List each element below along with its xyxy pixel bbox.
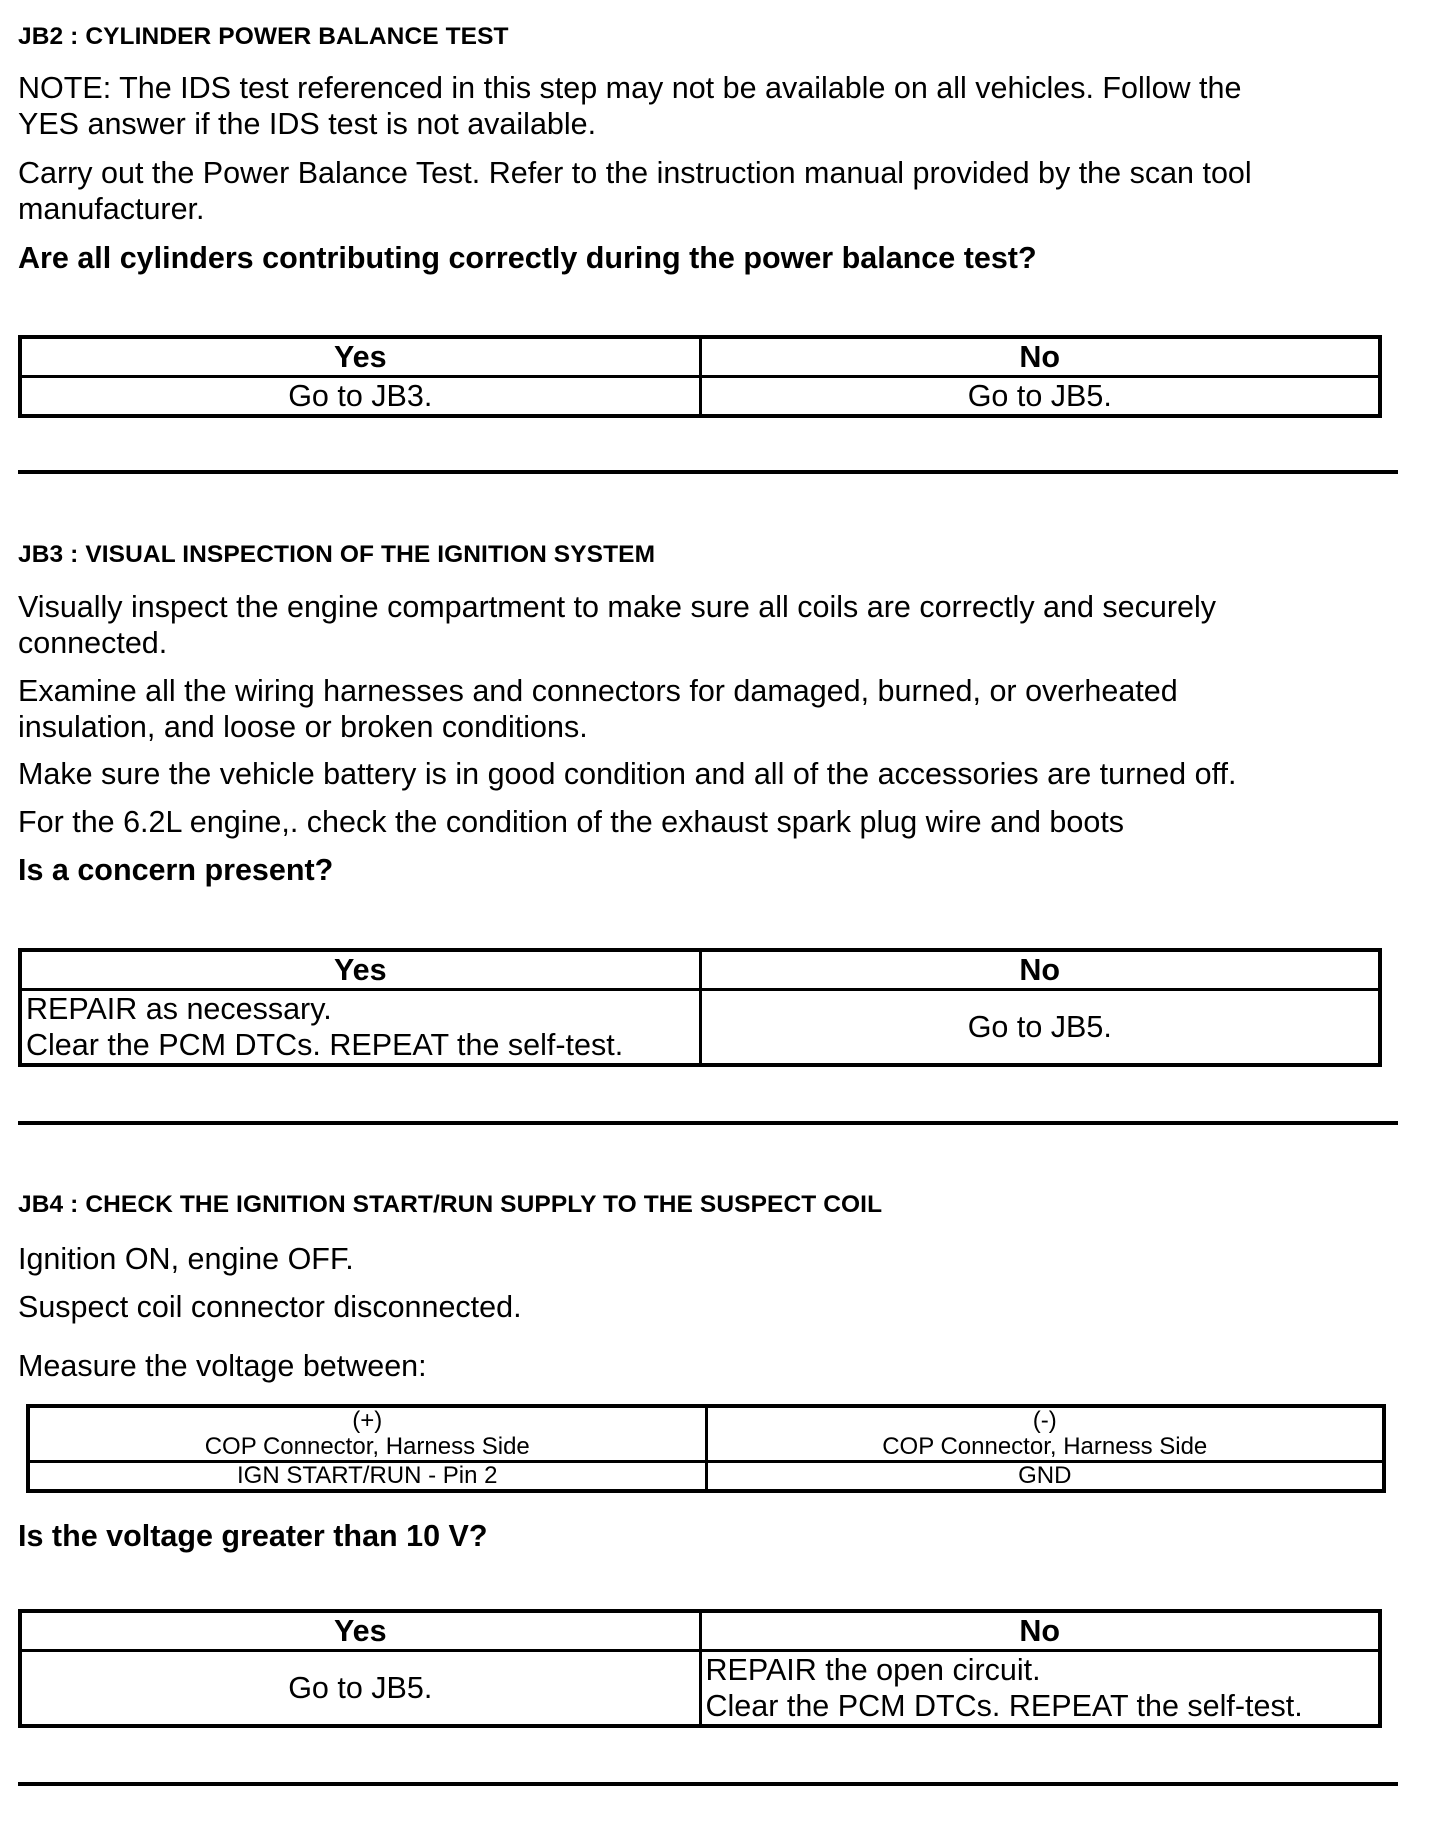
jb2-section <box>18 22 1398 52</box>
positive-value: IGN START/RUN - Pin 2 <box>28 1462 706 1492</box>
table-row <box>20 1651 1380 1727</box>
jb3-p2-line1: Examine all the wiring harnesses and connectors for damaged, burned, or overheated <box>18 674 1178 708</box>
yes-header: Yes <box>20 1611 700 1651</box>
yes-line1: REPAIR as necessary. <box>26 992 332 1026</box>
jb4-p1-wrap <box>18 1241 1398 1277</box>
section-divider <box>18 1121 1398 1125</box>
section-divider <box>18 1782 1398 1786</box>
jb3-p2 <box>18 673 1398 745</box>
negative-value: GND <box>706 1462 1384 1492</box>
no-cell <box>700 1651 1380 1727</box>
no-line2: Clear the PCM DTCs. REPEAT the self-test. <box>705 1689 1303 1723</box>
yes-cell: Go to JB3. <box>20 377 700 417</box>
table-header-row <box>20 337 1380 377</box>
positive-label: COP Connector, Harness Side <box>204 1433 530 1460</box>
jb3-p1-line2: connected. <box>18 626 168 660</box>
no-cell: Go to JB5. <box>700 377 1380 417</box>
jb2-note <box>18 70 1398 142</box>
jb3-result-table <box>18 948 1382 1067</box>
jb3-p1-line1: Visually inspect the engine compartment to make sure all coils are correctly and securely <box>18 590 1216 624</box>
jb3-p3: Make sure the vehicle battery is in good condition and all of the accessories are turned off. <box>18 757 1237 791</box>
jb4-p3: Measure the voltage between: <box>18 1349 427 1383</box>
table-header-row <box>20 950 1380 990</box>
no-cell: Go to JB5. <box>700 990 1380 1066</box>
yes-cell <box>20 990 700 1066</box>
table-header-row <box>20 1611 1380 1651</box>
jb2-note-line2: YES answer if the IDS test is not available. <box>18 107 597 141</box>
yes-header: Yes <box>20 337 700 377</box>
table-header-row <box>28 1406 1384 1462</box>
positive-header <box>28 1406 706 1462</box>
jb4-p2-wrap <box>18 1289 1398 1325</box>
section-divider <box>18 470 1398 474</box>
jb4-p3-wrap <box>18 1348 1398 1384</box>
jb3-question-wrap <box>18 852 1398 888</box>
jb3-p4: For the 6.2L engine,. check the condition of the exhaust spark plug wire and boots <box>18 805 1125 839</box>
jb2-instruction <box>18 155 1398 227</box>
table-row <box>20 377 1380 417</box>
jb2-question-wrap <box>18 240 1398 276</box>
table-row <box>20 990 1380 1066</box>
jb4-question-wrap <box>18 1518 1398 1554</box>
negative-label: COP Connector, Harness Side <box>882 1433 1208 1460</box>
jb4-p2: Suspect coil connector disconnected. <box>18 1290 522 1324</box>
jb3-question: Is a concern present? <box>18 853 334 887</box>
jb3-p2-line2: insulation, and loose or broken conditions. <box>18 710 588 744</box>
no-header: No <box>700 950 1380 990</box>
jb4-section <box>18 1190 1398 1220</box>
negative-symbol: (-) <box>1032 1407 1057 1434</box>
jb2-result-table <box>18 335 1382 418</box>
jb4-measure-table <box>26 1404 1386 1493</box>
jb2-title: JB2 : CYLINDER POWER BALANCE TEST <box>18 23 509 50</box>
yes-cell: Go to JB5. <box>20 1651 700 1727</box>
yes-line2: Clear the PCM DTCs. REPEAT the self-test. <box>26 1028 624 1062</box>
yes-header: Yes <box>20 950 700 990</box>
jb3-section <box>18 540 1398 570</box>
no-line1: REPAIR the open circuit. <box>705 1653 1041 1687</box>
jb4-title: JB4 : CHECK THE IGNITION START/RUN SUPPLY TO THE SUSPECT COIL <box>18 1191 883 1218</box>
table-row <box>28 1462 1384 1492</box>
negative-header <box>706 1406 1384 1462</box>
jb2-instr-line1: Carry out the Power Balance Test. Refer to the instruction manual provided by the scan tool <box>18 156 1252 190</box>
jb2-question: Are all cylinders contributing correctly during the power balance test? <box>18 241 1037 275</box>
jb2-note-line1: NOTE: The IDS test referenced in this step may not be available on all vehicles. Follow the <box>18 71 1242 105</box>
jb3-p4-wrap <box>18 804 1398 840</box>
jb4-question: Is the voltage greater than 10 V? <box>18 1519 488 1553</box>
jb3-p3-wrap <box>18 756 1398 792</box>
jb3-title: JB3 : VISUAL INSPECTION OF THE IGNITION SYSTEM <box>18 541 656 568</box>
jb4-result-table <box>18 1609 1382 1728</box>
positive-symbol: (+) <box>352 1407 383 1434</box>
no-header: No <box>700 1611 1380 1651</box>
jb4-p1: Ignition ON, engine OFF. <box>18 1242 354 1276</box>
no-header: No <box>700 337 1380 377</box>
jb3-p1 <box>18 589 1398 661</box>
jb2-instr-line2: manufacturer. <box>18 192 205 226</box>
